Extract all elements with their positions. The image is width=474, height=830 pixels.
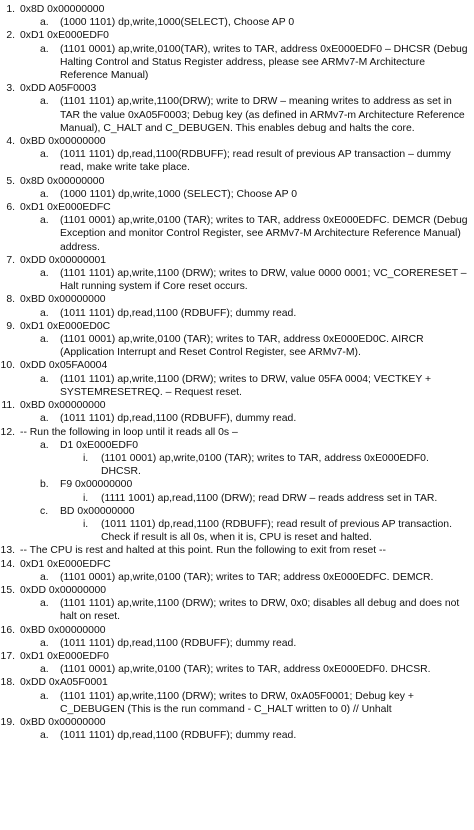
sub-item-marker: a. [40,373,49,385]
sub-item-marker: a. [40,307,49,319]
sub-item-marker: a. [40,17,49,29]
sub-item-marker: a. [40,730,49,742]
item-number: 5. [6,175,15,187]
sub-item [40,690,468,716]
item-text: 0xBD 0x00000000 [20,716,106,728]
list-item [0,254,468,267]
list-item [0,676,468,689]
sub-item-marker: a. [40,571,49,583]
sub-item [40,43,468,83]
list-item [0,359,468,372]
item-number: 1. [6,4,15,15]
sub-item-text: F9 0x00000000 [60,479,133,491]
sub-item-text: (1000 1101) dp,write,1000 (SELECT); Choose AP 0 [60,188,298,200]
sub-item-marker: a. [40,439,49,451]
sub-item-text: (1011 1101) dp,read,1100 (RDBUFF), dummy read. [60,413,297,425]
sub-item-text: (1101 0001) ap,write,0100(TAR), writes to TAR, address 0xE000EDF0 – DHCSR (Debug Halting Control and Status Register address, please see ARMv7-M Architecture Reference Manual) [60,43,468,82]
sub-sub-item-text: (1101 0001) ap,write,0100 (TAR); writes to TAR, address 0xE000EDF0. DHCSR. [101,452,429,478]
sub-item-marker: a. [40,268,49,280]
sub-sub-item-marker: i. [83,492,89,504]
sub-sub-item [83,518,468,544]
item-number: 3. [6,83,15,95]
item-text: 0x8D 0x00000000 [20,4,105,15]
sub-item-marker: b. [40,479,49,491]
sub-item-marker: a. [40,690,49,702]
sub-item-text: (1011 1101) dp,read,1100 (RDBUFF); dummy read. [60,637,297,649]
sub-item [40,439,468,452]
item-text: 0xD1 0xE000EDF0 [20,30,109,42]
sub-item [40,412,468,425]
sub-item-text: (1101 0001) ap,write,0100 (TAR); writes to TAR, address 0xE000ED0C. AIRCR (Application Interrupt and Reset Control Register, see ARMv7-M). [60,334,424,359]
sub-item [40,148,468,174]
sub-item [40,663,468,676]
sub-item-text: (1101 1101) ap,write,1100 (DRW); writes to DRW, value 05FA 0004; VECTKEY + SYSTEMRESETREQ. – Request reset. [60,373,432,398]
item-text: -- The CPU is rest and halted at this point. Run the following to exit from reset -- [20,545,386,557]
item-text: 0xDD 0x00000001 [20,254,107,266]
sub-item-text: (1011 1101) dp,read,1100(RDBUFF); read result of previous AP transaction – dummy read, make write take place. [60,149,451,174]
list-item [0,399,468,412]
item-number: 9. [6,320,15,332]
item-number: 10. [0,360,15,372]
sub-item [40,95,468,135]
sub-sub-item [83,452,468,478]
sub-item-text: (1101 0001) ap,write,0100 (TAR); writes to TAR, address 0xE000EDFC. DEMCR (Debug Exception and monitor Control Register, see ARMv7-M Architecture Reference Manual) address. [60,215,468,253]
list-item [0,716,468,729]
item-number: 4. [6,136,15,148]
sub-item [40,188,468,201]
sub-item-marker: a. [40,43,49,55]
sub-item [40,637,468,650]
sub-item [40,333,468,359]
sub-item [40,571,468,584]
list-item [0,175,468,188]
list-item [0,82,468,95]
item-text: 0xDD A05F0003 [20,83,97,95]
list-item [0,426,468,439]
sub-sub-item [83,492,468,505]
item-text: 0xBD 0x00000000 [20,400,106,412]
item-number: 12. [0,426,15,438]
item-text: 0xDD 0x05FA0004 [20,360,108,372]
item-number: 18. [0,677,15,689]
sub-item-marker: a. [40,215,49,227]
list-item [0,3,468,16]
item-number: 13. [0,545,15,557]
item-number: 7. [6,254,15,266]
item-text: 0xD1 0xE000ED0C [20,320,111,332]
item-text: 0xDD 0xA05F0001 [20,677,108,689]
sub-item-text: (1101 1101) ap,write,1100 (DRW); writes to DRW, 0xA05F0001; Debug key + C_DEBUGEN (This is the run command - C_HALT written to 0) // Unhalt [60,690,414,715]
list-item [0,650,468,663]
item-number: 15. [0,584,15,596]
sub-item-marker: a. [40,96,49,108]
item-text: 0xD1 0xE000EDF0 [20,650,109,662]
item-text: 0xBD 0x00000000 [20,294,106,306]
item-number: 2. [6,30,15,42]
sub-item [40,597,468,623]
item-text: 0xDD 0x00000000 [20,584,107,596]
sub-item-marker: c. [40,505,49,517]
list-item [0,29,468,42]
sub-sub-item-marker: i. [83,452,89,464]
item-number: 6. [6,202,15,214]
item-number: 16. [0,624,15,636]
item-text: 0xBD 0x00000000 [20,624,106,636]
sub-item-text: (1101 0001) ap,write,0100 (TAR); writes to TAR, address 0xE000EDF0. DHCSR. [60,664,431,676]
item-number: 17. [0,650,15,662]
sub-item-text: (1000 1101) dp,write,1000(SELECT), Choose AP 0 [60,17,295,29]
sub-item-marker: a. [40,413,49,425]
sub-sub-item-marker: i. [83,518,89,530]
sub-item [40,373,468,399]
sub-item [40,478,468,491]
list-item [0,320,468,333]
item-number: 8. [6,294,15,306]
sub-item-marker: a. [40,637,49,649]
sub-item [40,307,468,320]
item-text: 0xD1 0xE000EDFC [20,202,111,214]
sub-item-marker: a. [40,664,49,676]
sub-item [40,214,468,254]
list-item [0,558,468,571]
list-item [0,624,468,637]
sub-item [40,729,468,742]
list-item [0,293,468,306]
sub-item-text: D1 0xE000EDF0 [60,439,138,451]
sub-sub-item-text: (1111 1001) ap,read,1100 (DRW); read DRW – reads address set in TAR. [101,492,438,504]
item-text: 0x8D 0x00000000 [20,175,105,187]
item-text: -- Run the following in loop until it reads all 0s – [20,426,238,438]
sub-sub-item-text: (1011 1101) dp,read,1100 (RDBUFF); read result of previous AP transaction. Check if result is all 0s, when it is, CPU is reset and halted. [101,518,452,544]
sub-item [40,16,468,29]
sub-item-marker: a. [40,334,49,346]
sub-item-marker: a. [40,149,49,161]
item-number: 14. [0,558,15,570]
sub-item-text: (1101 0001) ap,write,0100 (TAR); writes to TAR; address 0xE000EDFC. DEMCR. [60,571,434,583]
item-text: 0xBD 0x00000000 [20,136,106,148]
item-number: 11. [1,400,15,412]
sub-item-marker: a. [40,598,49,610]
sub-item-text: (1101 1101) ap,write,1100(DRW); write to DRW – meaning writes to address as set in TAR the value 0xA05F0003; Debug key (as defined in ARMv7-m Architecture Reference Manual), C_HALT and C_DEBUGEN. This enables debug and halts the core. [60,96,465,134]
list-item [0,135,468,148]
sub-item [40,505,468,518]
sub-item [40,267,468,293]
list-item [0,201,468,214]
sub-item-text: (1101 1101) ap,write,1100 (DRW); writes to DRW, value 0000 0001; VC_CORERESET – Halt running system if Core reset occurs. [60,268,467,293]
sub-item-marker: a. [40,188,49,200]
item-number: 19. [0,716,15,728]
sub-item-text: (1101 1101) ap,write,1100 (DRW); writes to DRW, 0x0; disables all debug and does not halt on reset. [60,598,460,623]
list-item [0,584,468,597]
list-item [0,544,468,557]
sub-item-text: (1011 1101) dp,read,1100 (RDBUFF); dummy read. [60,730,297,742]
item-text: 0xD1 0xE000EDFC [20,558,111,570]
sub-item-text: (1011 1101) dp,read,1100 (RDBUFF); dummy read. [60,307,297,319]
sub-item-text: BD 0x00000000 [60,505,135,517]
